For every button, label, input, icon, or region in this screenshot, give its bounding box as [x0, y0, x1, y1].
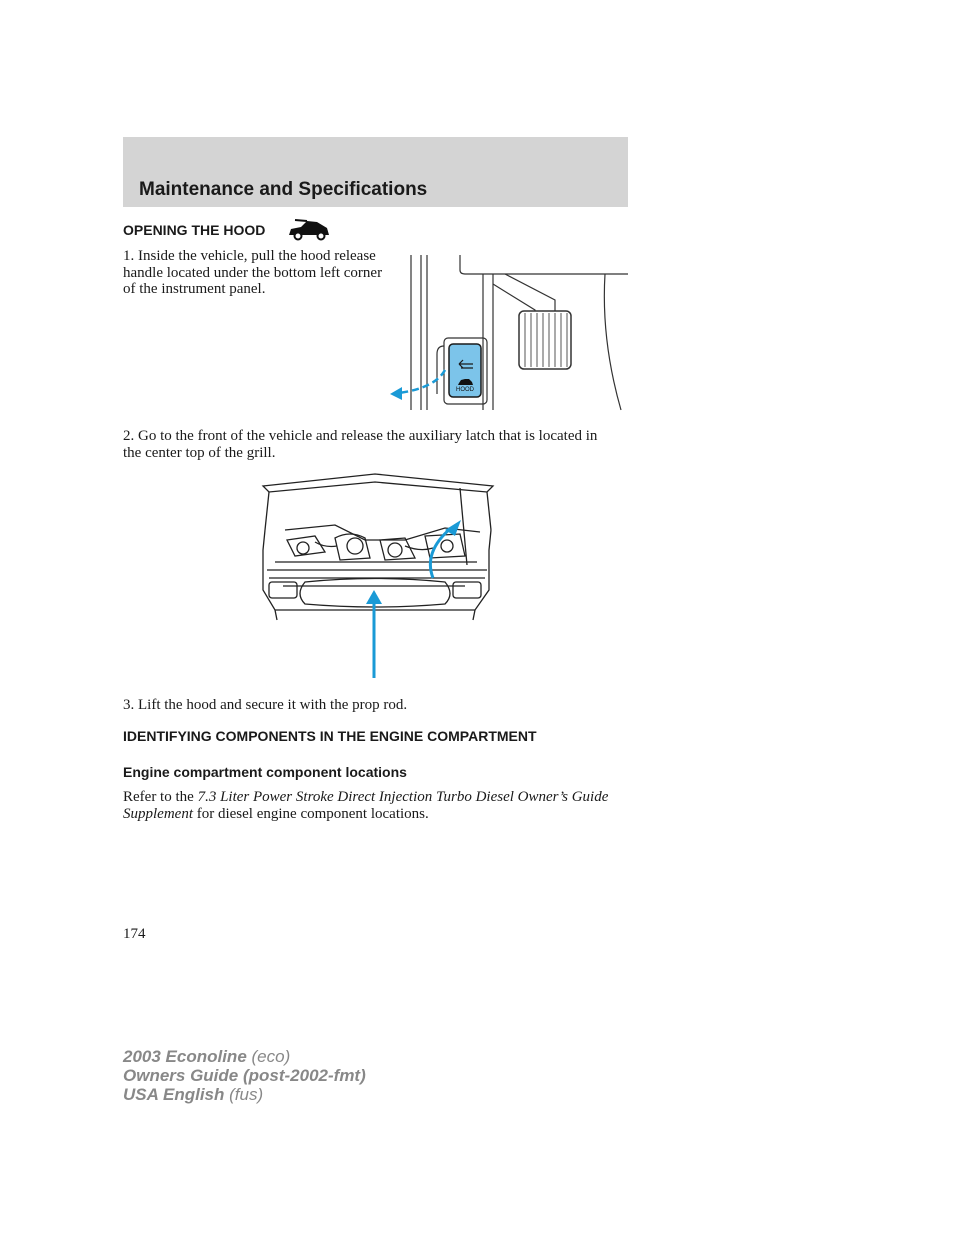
footer-language: USA English: [123, 1085, 225, 1104]
page-number: 174: [123, 926, 146, 942]
van-front-figure: [255, 470, 495, 682]
identifying-components-heading: IDENTIFYING COMPONENTS IN THE ENGINE COMPARTMENT: [123, 728, 537, 744]
page-section-title: Maintenance and Specifications: [139, 179, 428, 200]
footer-language-code: (fus): [224, 1085, 264, 1104]
latch-arrow-head: [366, 590, 382, 604]
refer-text-pre: Refer to the: [123, 789, 198, 805]
footer-guide: Owners Guide (post-2002-fmt): [123, 1066, 366, 1085]
refer-text-post: for diesel engine component locations.: [192, 805, 429, 822]
step-1-text: 1. Inside the vehicle, pull the hood release handle located under the bottom left corner of the instrument panel.: [123, 248, 383, 297]
step-3-text: 3. Lift the hood and secure it with the prop rod.: [123, 697, 408, 713]
opening-hood-heading-text: OPENING THE HOOD: [123, 222, 266, 238]
header-band: [123, 137, 628, 207]
step-2-text: 2. Go to the front of the vehicle and release the auxiliary latch that is located in the center top of the grill.: [123, 428, 598, 461]
component-locations-subheading: Engine compartment component locations: [123, 764, 407, 780]
handle-label: HOOD: [456, 387, 474, 393]
footer-model-code: (eco): [246, 1047, 291, 1066]
document-footer: [123, 1047, 366, 1104]
supplement-title: 7.3 Liter Power Stroke Direct Injection Turbo Diesel Owner’s Guide Supplement: [123, 789, 609, 822]
refer-paragraph: [123, 789, 613, 822]
footer-model: 2003 Econoline: [123, 1047, 247, 1066]
car-hood-open-icon: [287, 219, 331, 241]
hood-release-figure: [385, 250, 628, 412]
pull-arrow: [390, 387, 402, 400]
opening-hood-heading: [123, 222, 265, 238]
